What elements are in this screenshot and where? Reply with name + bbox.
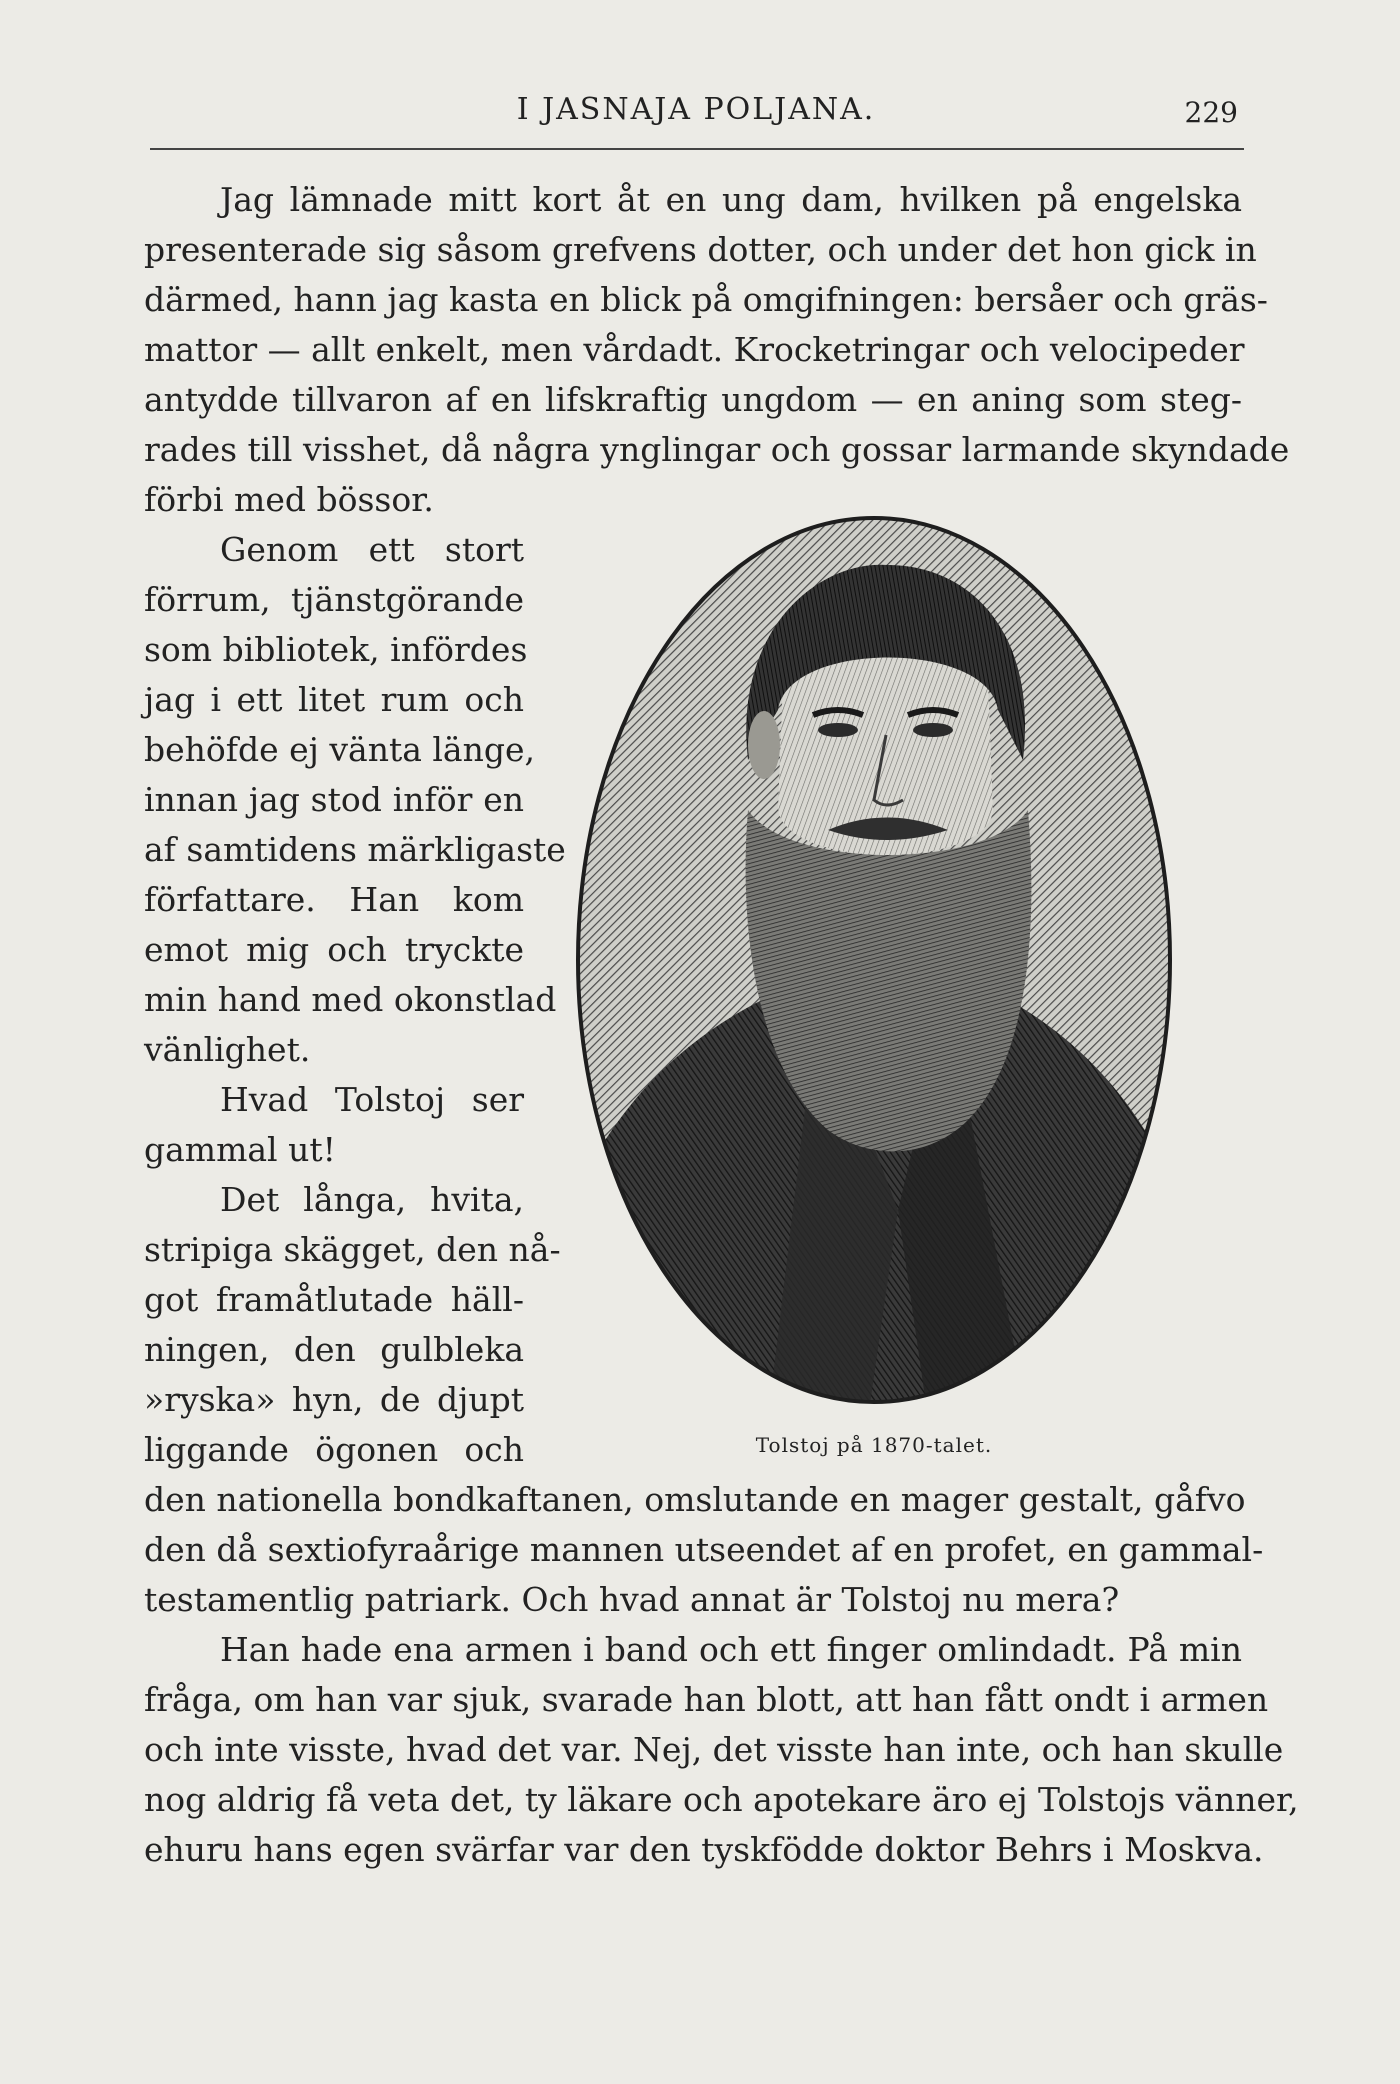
running-title: I JASNAJA POLJANA. bbox=[516, 92, 876, 127]
text-line: rades till visshet, då några ynglingar och gossar larmande skyndade bbox=[144, 430, 1290, 469]
text-line: ningen, den gulbleka bbox=[144, 1330, 524, 1369]
text-line: författare. Han kom bbox=[144, 880, 524, 919]
text-line: »ryska» hyn, de djupt bbox=[144, 1380, 524, 1419]
text-line: gammal ut! bbox=[144, 1130, 336, 1169]
text-line: den nationella bondkaftanen, omslutande en mager gestalt, gåfvo bbox=[144, 1480, 1246, 1519]
portrait-engraving bbox=[568, 510, 1180, 1418]
page-number: 229 bbox=[1184, 96, 1238, 129]
text-line: nog aldrig få veta det, ty läkare och apotekare äro ej Tolstojs vänner, bbox=[144, 1780, 1299, 1819]
text-line: Det långa, hvita, bbox=[220, 1180, 524, 1219]
text-line: Genom ett stort bbox=[220, 530, 524, 569]
text-line: behöfde ej vänta länge, bbox=[144, 730, 536, 769]
text-line: förrum, tjänstgörande bbox=[144, 580, 524, 619]
text-line: Han hade ena armen i band och ett finger omlindadt. På min bbox=[220, 1630, 1242, 1669]
text-line: innan jag stod inför en bbox=[144, 780, 524, 819]
header-rule bbox=[150, 148, 1244, 150]
text-line: antydde tillvaron af en lifskraftig ungdom — en aning som steg- bbox=[144, 380, 1242, 419]
text-line: got framåtlutade häll- bbox=[144, 1280, 524, 1319]
text-line: af samtidens märkligaste bbox=[144, 830, 566, 869]
text-line: Jag lämnade mitt kort åt en ung dam, hvilken på engelska bbox=[220, 180, 1242, 219]
text-line: mattor — allt enkelt, men vårdadt. Krocketringar och velocipeder bbox=[144, 330, 1245, 369]
text-line: testamentlig patriark. Och hvad annat är Tolstoj nu mera? bbox=[144, 1580, 1120, 1619]
text-line: den då sextiofyraårige mannen utseendet af en profet, en gammal- bbox=[144, 1530, 1264, 1569]
figure-caption: Tolstoj på 1870-talet. bbox=[755, 1433, 993, 1457]
text-line: som bibliotek, infördes bbox=[144, 630, 528, 669]
text-line: Hvad Tolstoj ser bbox=[220, 1080, 524, 1119]
text-line: presenterade sig såsom grefvens dotter, och under det hon gick in bbox=[144, 230, 1257, 269]
text-line: stripiga skägget, den nå- bbox=[144, 1230, 561, 1269]
text-line: därmed, hann jag kasta en blick på omgifningen: bersåer och gräs- bbox=[144, 280, 1268, 319]
text-line: jag i ett litet rum och bbox=[144, 680, 524, 719]
page-header bbox=[148, 92, 1244, 136]
text-line: förbi med bössor. bbox=[144, 480, 434, 519]
text-line: vänlighet. bbox=[144, 1030, 311, 1069]
text-line: fråga, om han var sjuk, svarade han blott, att han fått ondt i armen bbox=[144, 1680, 1269, 1719]
text-line: emot mig och tryckte bbox=[144, 930, 524, 969]
text-line: och inte visste, hvad det var. Nej, det visste han inte, och han skulle bbox=[144, 1730, 1284, 1769]
text-line: ehuru hans egen svärfar var den tyskfödde doktor Behrs i Moskva. bbox=[144, 1830, 1264, 1869]
text-line: liggande ögonen och bbox=[144, 1430, 524, 1469]
text-line: min hand med okonstlad bbox=[144, 980, 557, 1019]
